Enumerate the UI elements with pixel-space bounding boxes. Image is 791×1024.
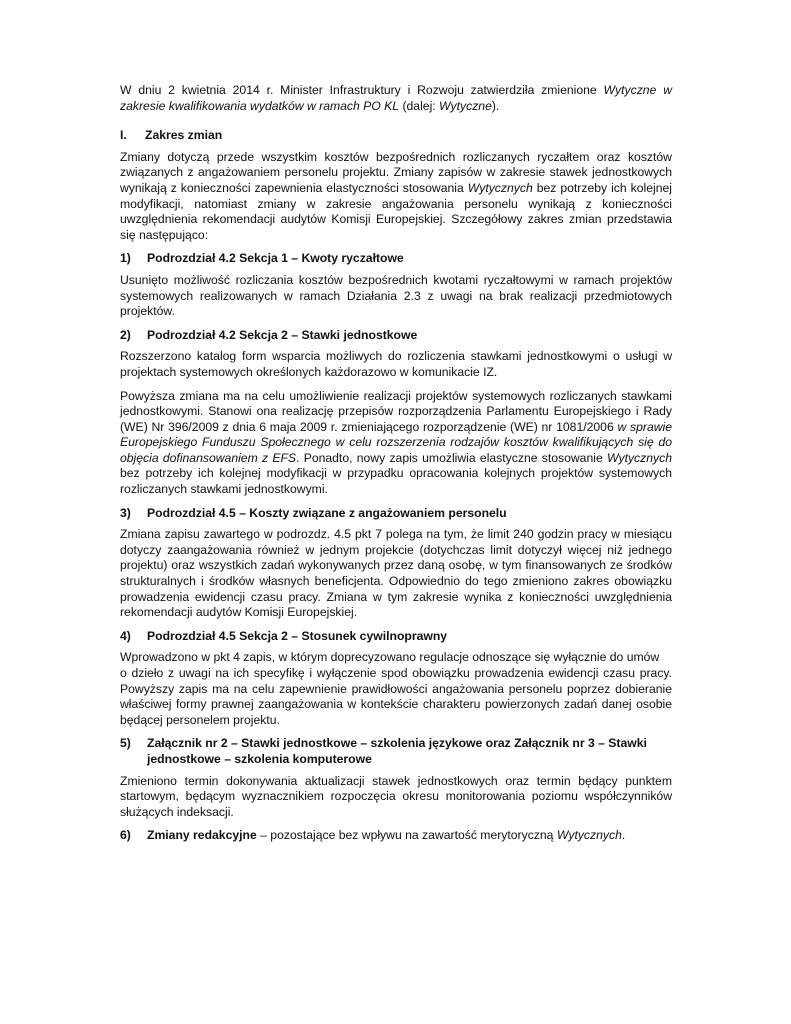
regulation-title: w sprawie Europejskiego Funduszu Społecznego w celu rozszerzenia rodzajów kosztów kwalifikujących się do objęcia dofinansowaniem z EFS <box>120 419 673 465</box>
section-numeral: I. <box>120 128 127 143</box>
body-text: bez potrzeby ich kolejnej modyfikacji w przypadku opracowania kolejnych projektów systemowych rozliczanych stawkami jednostkowymi. <box>120 466 672 497</box>
item-title: Załącznik nr 2 – Stawki jednostkowe – szkolenia językowe oraz Załącznik nr 3 – Stawki jednostkowe – szkolenia komputerowe <box>147 736 647 766</box>
item-paragraph: Zmieniono termin dokonywania aktualizacji stawek jednostkowych oraz termin będący punktem startowym, będącym wyznacznikiem rozpoczęcia okresu monitorowania poziomu współczynników służących indeksacji. <box>120 773 672 819</box>
body-text: bez potrzeby ich kolejnej modyfikacji, natomiast zmiany w zakresie angażowania personelu wynikają z konieczności uwzględnienia rekomendacji audytów Komisji Europejskiej. Szczegółowy zakres zmian przedstawia się następująco: <box>120 180 672 242</box>
section-title: Zakres zmian <box>145 128 223 143</box>
item-title: Podrozdział 4.2 Sekcja 1 – Kwoty ryczałtowe <box>147 251 404 266</box>
guidelines-title: Wytyczne w zakresie kwalifikowania wydatków w ramach PO KL <box>120 83 672 113</box>
item-number: 6) <box>120 828 131 843</box>
item-paragraph: Rozszerzono katalog form wsparcia możliwych do rozliczenia stawkami jednostkowymi o usługi w projektach systemowych określonych każdorazowo w komunikacie IZ. <box>120 349 672 379</box>
intro-paragraph <box>120 83 672 114</box>
section-heading <box>120 128 672 144</box>
item-note-italic: Wytycznych <box>556 828 622 843</box>
item-title: Podrozdział 4.5 – Koszty związane z angażowaniem personelu <box>147 505 507 520</box>
item-paragraph <box>120 389 672 498</box>
body-text: Zmiany dotyczą przede wszystkim kosztów bezpośrednich rozliczanych ryczałtem oraz kosztów związanych z angażowaniem personelu projektu. Zmiany zapisów w zakresie stawek jednostkowych wynikają z konieczności zapewnienia elastyczności stosowania <box>120 149 672 195</box>
item-paragraph-line: Wprowadzono w pkt 4 zapis, w którym doprecyzowano regulacje odnoszące się wyłącznie do umów <box>120 650 660 665</box>
body-italic: Wytycznych <box>606 450 672 465</box>
item-title-line <box>147 828 672 844</box>
intro-text: (dalej: <box>399 98 440 113</box>
body-text: Powyższa zmiana ma na celu umożliwienie realizacji projektów systemowych rozliczanych stawkami jednostkowymi. Stanowi ona realizację przepisów rozporządzenia Parlamentu Europejskiego i Rady (WE) Nr 396/2009 z dnia 6 maja 2009 r. zmieniającego rozporządzenie (WE) nr 1081/2006 <box>120 388 672 434</box>
intro-text: ). <box>491 98 500 113</box>
item-paragraph: Zmiana zapisu zawartego w podrozdz. 4.5 pkt 7 polega na tym, że limit 240 godzin pracy w miesiącu dotyczy zaangażowania również w jednym projekcie (dotychczas limit dotyczył więcej niż jednego projektu) oraz wszystkich zadań wykonywanych przez daną osobę, w tym finansowanych ze środków strukturalnych i środków własnych beneficjenta. Odpowiednio do tego zmieniono zakres obowiązku prowadzenia ewidencji czasu pracy. Zmiana w tym zakresie wynika z konieczności uwzględnienia rekomendacji audytów Komisji Europejskiej. <box>120 527 672 620</box>
item-heading <box>120 251 672 267</box>
item-title: Podrozdział 4.5 Sekcja 2 – Stosunek cywilnoprawny <box>147 628 448 643</box>
item-paragraph: Usunięto możliwość rozliczania kosztów bezpośrednich kwotami ryczałtowymi w ramach projektów systemowych realizowanych w ramach Działania 2.3 z uwagi na brak realizacji przedmiotowych projektów. <box>120 272 672 319</box>
item-number: 4) <box>120 628 131 643</box>
item-number: 5) <box>120 736 131 751</box>
item-title: Podrozdział 4.2 Sekcja 2 – Stawki jednostkowe <box>147 327 418 342</box>
guidelines-short-name: Wytyczne <box>439 98 492 113</box>
item-note: – pozostające bez wpływu na zawartość merytoryczną <box>256 828 557 843</box>
item-number: 1) <box>120 251 131 266</box>
body-text: . Ponadto, nowy zapis umożliwia elastyczne stosowanie <box>296 450 607 465</box>
item-number: 2) <box>120 327 131 342</box>
item-heading <box>120 328 672 344</box>
item-heading <box>120 506 672 522</box>
intro-text: W dniu 2 kwietnia 2014 r. Minister Infrastruktury i Rozwoju zatwierdziła zmienione <box>120 83 604 97</box>
document-page <box>120 83 672 850</box>
item-number: 3) <box>120 505 131 520</box>
item-heading <box>120 629 672 645</box>
body-italic: Wytycznych <box>467 180 533 195</box>
item-heading <box>120 736 672 767</box>
item-paragraph: o dzieło z uwagi na ich specyfikę i wyłączenie spod obowiązku prowadzenia ewidencji czasu pracy. Powyższy zapis ma na celu zapewnienie prawidłowości angażowania personelu poprzez dobieranie właściwej formy prawnej zaangażowania w kontekście charakteru powierzonych zadań danej osobie będącej personelem projektu. <box>120 666 672 727</box>
item-note: . <box>621 828 626 843</box>
section-body <box>120 150 672 244</box>
item-title: Zmiany redakcyjne <box>147 828 257 843</box>
item-heading <box>120 828 672 844</box>
